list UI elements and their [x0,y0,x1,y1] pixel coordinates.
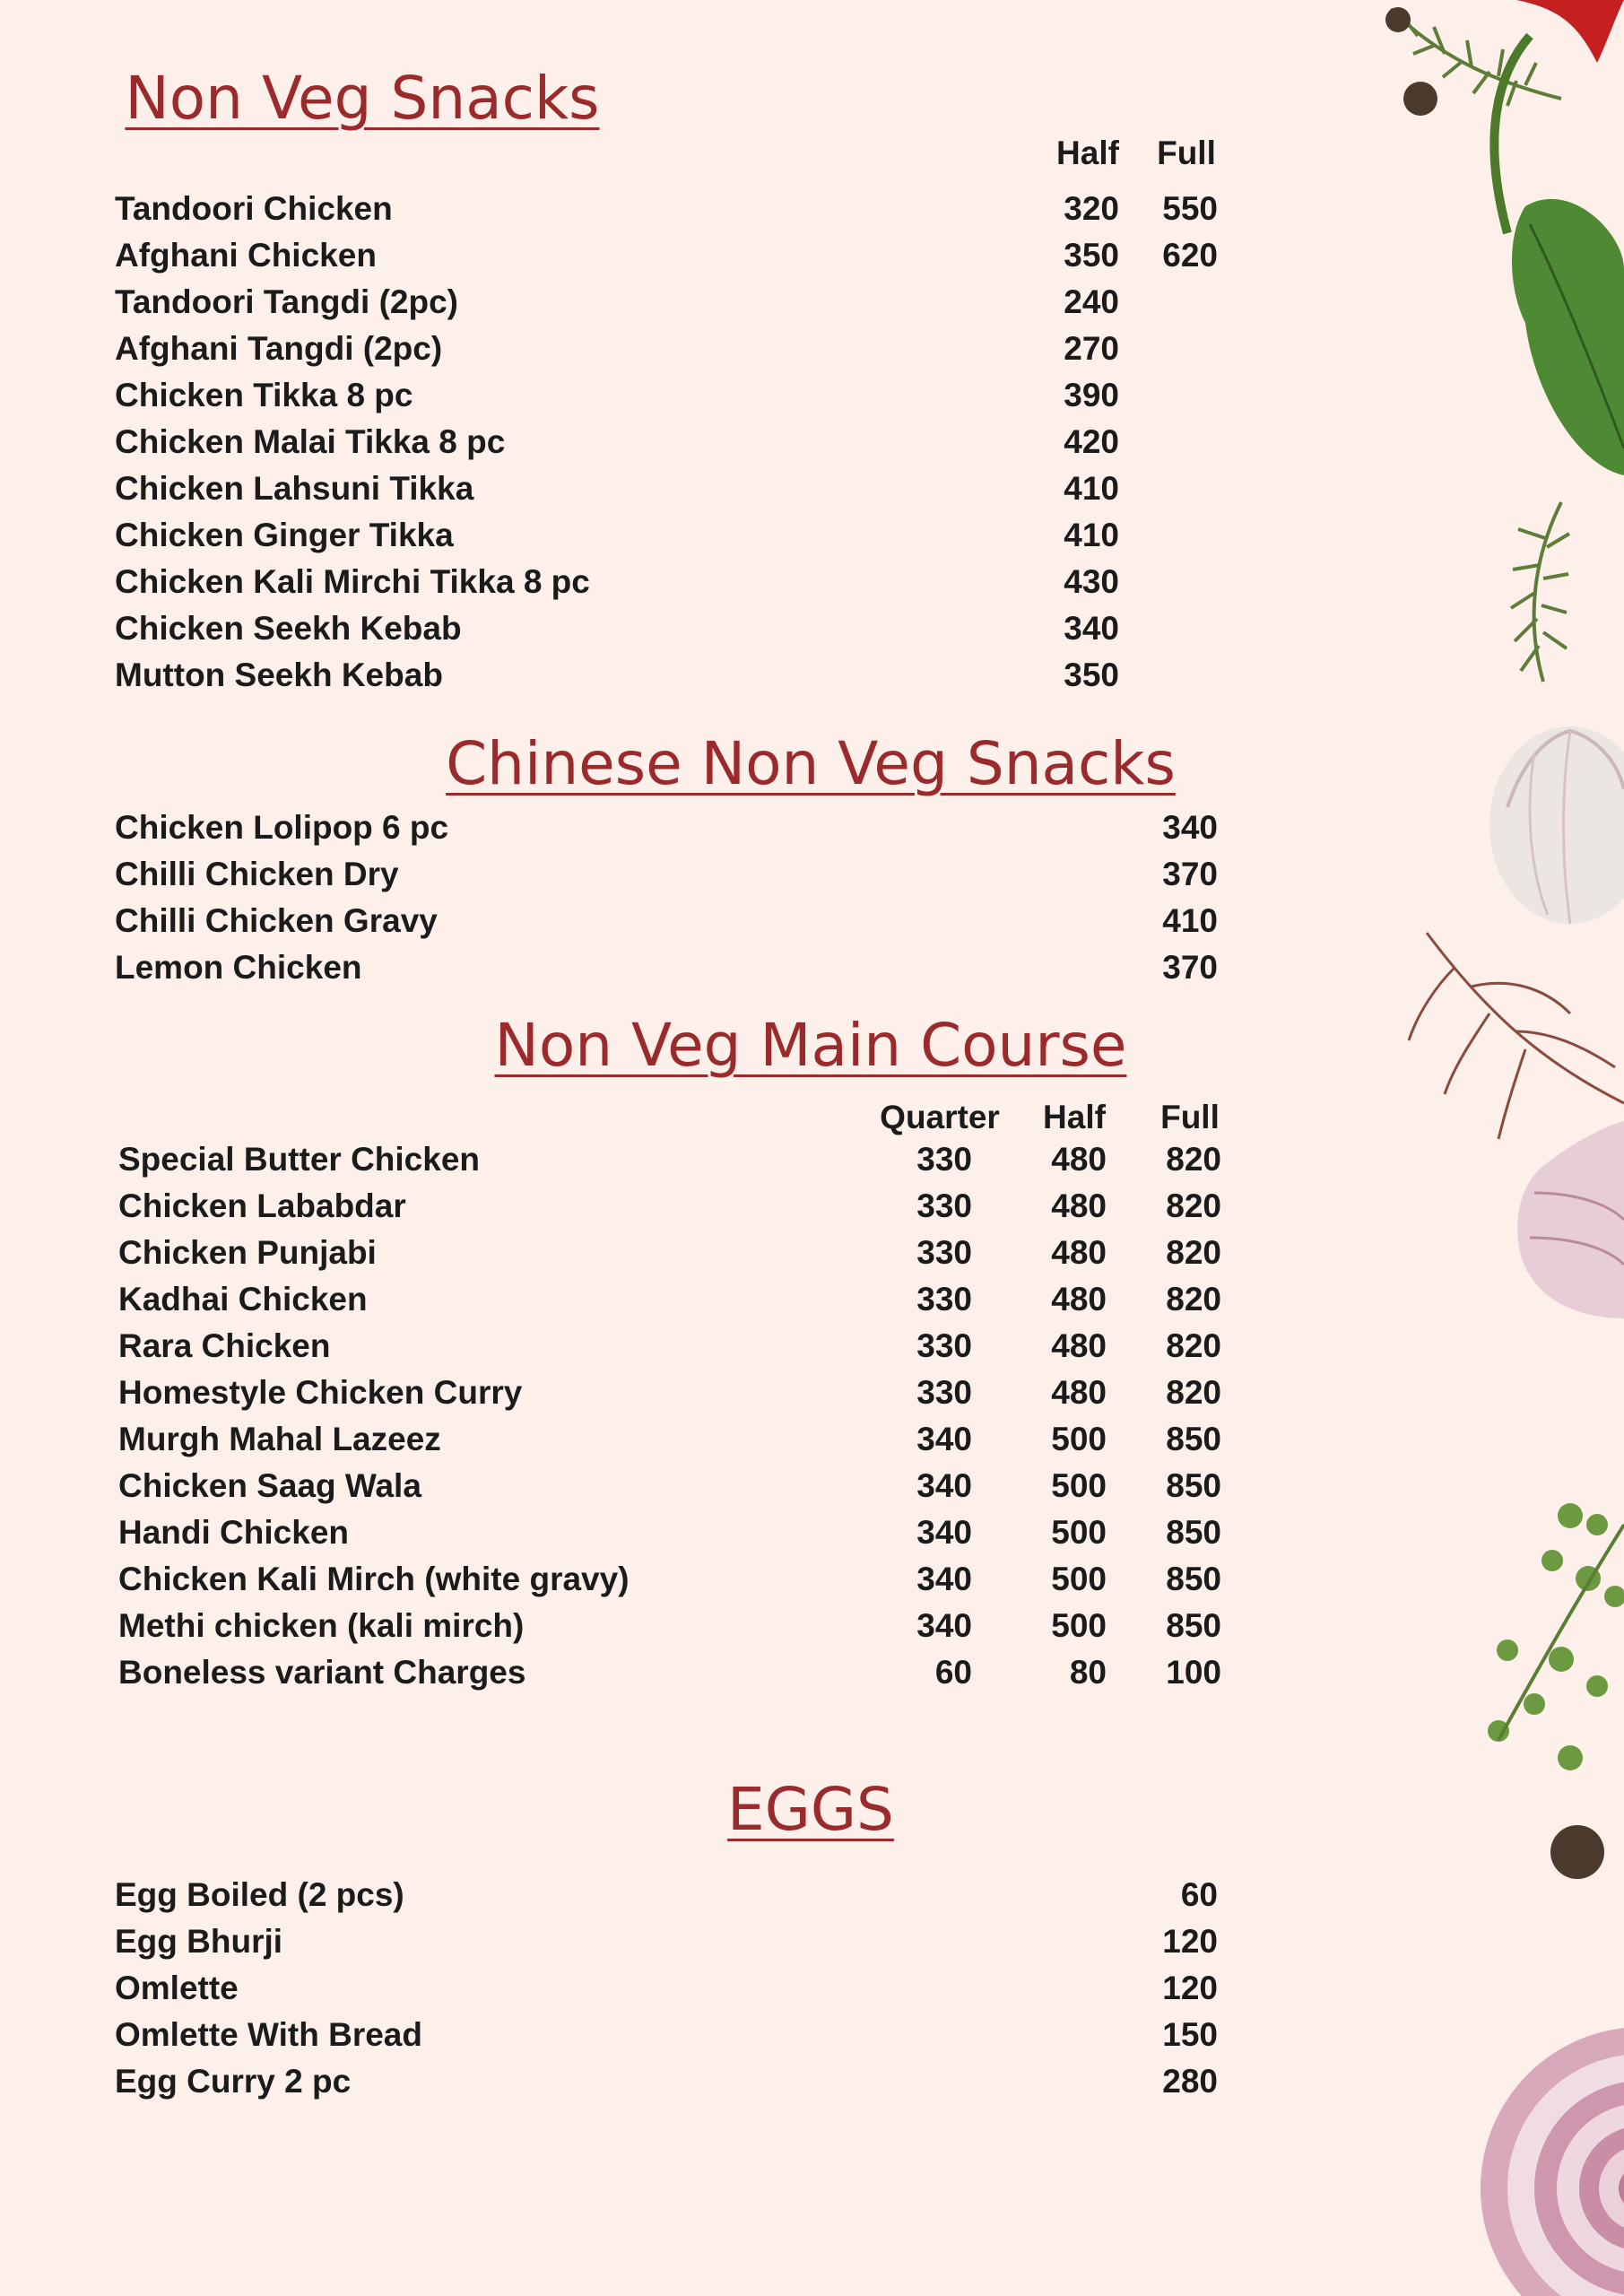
price-price: 280 [1162,2063,1218,2100]
menu-item-row [118,1607,1220,1654]
menu-item-name: Egg Curry 2 pc [115,2063,352,2100]
price-full: 620 [1162,237,1218,274]
menu-item-name: Chicken Lolipop 6 pc [115,809,449,846]
menu-item-row [118,1281,1220,1327]
menu-item-name: Chilli Chicken Dry [115,856,399,892]
menu-item-name: Kadhai Chicken [118,1281,368,1318]
price-half: 270 [1064,330,1119,367]
menu-item-name: Chicken Malai Tikka 8 pc [115,423,506,460]
menu-item-name: Homestyle Chicken Curry [118,1374,523,1411]
price-half: 500 [1051,1467,1107,1504]
price-quarter: 340 [916,1467,972,1504]
price-quarter: 330 [916,1187,972,1224]
basil-icon [1512,199,1624,475]
menu-item-name: Chicken Tikka 8 pc [115,377,413,413]
menu-item-name: Chicken Seekh Kebab [115,610,462,647]
price-price: 120 [1162,1923,1218,1960]
menu-item-name: Omlette [115,1970,239,2006]
menu-item-row [118,1561,1220,1607]
menu-item-name: Egg Boiled (2 pcs) [115,1876,404,1913]
price-quarter: 330 [916,1234,972,1271]
price-full: 850 [1166,1561,1221,1597]
menu-item-row [115,949,1220,996]
menu-item-row [118,1327,1220,1374]
menu-item-name: Lemon Chicken [115,949,362,986]
column-header-half: Half [1043,1099,1106,1135]
price-half: 420 [1064,423,1119,460]
menu-item-row [115,330,1220,377]
price-full: 820 [1166,1374,1221,1411]
price-full: 850 [1166,1467,1221,1504]
menu-item-row [118,1654,1220,1700]
price-half: 480 [1051,1234,1107,1271]
price-half: 480 [1051,1187,1107,1224]
menu-item-row [115,563,1220,610]
menu-item-row [115,657,1220,703]
menu-item-name: Special Butter Chicken [118,1141,481,1178]
price-quarter: 330 [916,1281,972,1318]
menu-item-row [118,1467,1220,1514]
price-quarter: 340 [916,1561,972,1597]
price-price: 60 [1180,1876,1218,1913]
price-full: 820 [1166,1234,1221,1271]
menu-item-name: Afghani Tangdi (2pc) [115,330,443,367]
price-half: 430 [1064,563,1119,600]
price-price: 410 [1162,902,1218,939]
price-price: 150 [1162,2016,1218,2053]
peppercorn-icon [1385,7,1604,1879]
menu-item-row [118,1514,1220,1561]
menu-item-name: Rara Chicken [118,1327,331,1364]
price-full: 820 [1166,1327,1221,1364]
menu-item-name: Chicken Ginger Tikka [115,517,454,553]
price-half: 500 [1051,1607,1107,1644]
price-half: 320 [1064,190,1119,227]
price-full: 550 [1162,190,1218,227]
menu-item-row [115,2063,1220,2109]
price-quarter: 340 [916,1607,972,1644]
menu-item-name: Methi chicken (kali mirch) [118,1607,525,1644]
menu-item-name: Handi Chicken [118,1514,349,1551]
menu-item-name: Omlette With Bread [115,2016,422,2053]
menu-item-name: Egg Bhurji [115,1923,283,1960]
menu-item-row [118,1374,1220,1421]
menu-item-row [115,610,1220,657]
menu-item-row [115,1923,1220,1970]
menu-item-row [115,470,1220,517]
menu-item-name: Chicken Punjabi [118,1234,377,1271]
menu-item-row [115,1970,1220,2016]
price-full: 820 [1166,1281,1221,1318]
price-quarter: 330 [916,1374,972,1411]
menu-item-name: Afghani Chicken [115,237,377,274]
section-title-non-veg-snacks: Non Veg Snacks [125,64,600,133]
column-header-quarter: Quarter [880,1099,1000,1135]
menu-item-name: Boneless variant Charges [118,1654,526,1691]
menu-item-row [115,1876,1220,1923]
section-title-non-veg-main-course: Non Veg Main Course [494,1011,1127,1080]
price-half: 500 [1051,1561,1107,1597]
menu-item-row [115,377,1220,423]
menu-item-row [115,237,1220,283]
price-full: 820 [1166,1187,1221,1224]
menu-item-name: Chicken Lababdar [118,1187,406,1224]
price-half: 410 [1064,517,1119,553]
price-full: 100 [1166,1654,1221,1691]
price-price: 370 [1162,949,1218,986]
menu-item-row [115,856,1220,902]
price-half: 80 [1069,1654,1107,1691]
price-half: 340 [1064,610,1119,647]
menu-item-row [115,283,1220,330]
price-half: 480 [1051,1374,1107,1411]
herb-sprig-icon [1488,1503,1624,1770]
menu-item-name: Chicken Lahsuni Tikka [115,470,474,507]
price-quarter: 340 [916,1421,972,1457]
menu-item-name: Chilli Chicken Gravy [115,902,438,939]
menu-item-name: Chicken Kali Mirch (white gravy) [118,1561,630,1597]
price-half: 480 [1051,1141,1107,1178]
price-price: 340 [1162,809,1218,846]
menu-item-name: Mutton Seekh Kebab [115,657,443,693]
price-half: 350 [1064,657,1119,693]
menu-item-name: Chicken Kali Mirchi Tikka 8 pc [115,563,590,600]
price-quarter: 330 [916,1327,972,1364]
price-full: 850 [1166,1421,1221,1457]
menu-item-name: Murgh Mahal Lazeez [118,1421,441,1457]
column-header-full: Full [1160,1099,1220,1135]
menu-item-row [118,1187,1220,1234]
menu-item-row [115,423,1220,470]
price-half: 350 [1064,237,1119,274]
menu-item-row [115,809,1220,856]
price-quarter: 330 [916,1141,972,1178]
column-header-half: Half [1056,135,1119,171]
menu-item-row [118,1234,1220,1281]
price-price: 120 [1162,1970,1218,2006]
price-quarter: 340 [916,1514,972,1551]
menu-item-row [118,1141,1220,1187]
section-title-eggs: EGGS [727,1775,894,1844]
menu-item-row [115,190,1220,237]
price-price: 370 [1162,856,1218,892]
menu-item-row [118,1421,1220,1467]
menu-item-name: Tandoori Tangdi (2pc) [115,283,458,320]
menu-item-row [115,2016,1220,2063]
price-half: 500 [1051,1514,1107,1551]
price-half: 480 [1051,1281,1107,1318]
price-half: 480 [1051,1327,1107,1364]
price-quarter: 60 [934,1654,972,1691]
ingredients-decoration [1355,0,1624,2296]
price-half: 410 [1064,470,1119,507]
menu-item-name: Chicken Saag Wala [118,1467,421,1504]
onion-icon [1481,1121,1624,2296]
menu-item-name: Tandoori Chicken [115,190,393,227]
price-half: 240 [1064,283,1119,320]
price-half: 500 [1051,1421,1107,1457]
price-full: 850 [1166,1607,1221,1644]
price-half: 390 [1064,377,1119,413]
price-full: 850 [1166,1514,1221,1551]
menu-item-row [115,517,1220,563]
column-header-full: Full [1157,135,1216,171]
section-title-chinese-non-veg-snacks: Chinese Non Veg Snacks [446,729,1176,798]
price-full: 820 [1166,1141,1221,1178]
menu-item-row [115,902,1220,949]
